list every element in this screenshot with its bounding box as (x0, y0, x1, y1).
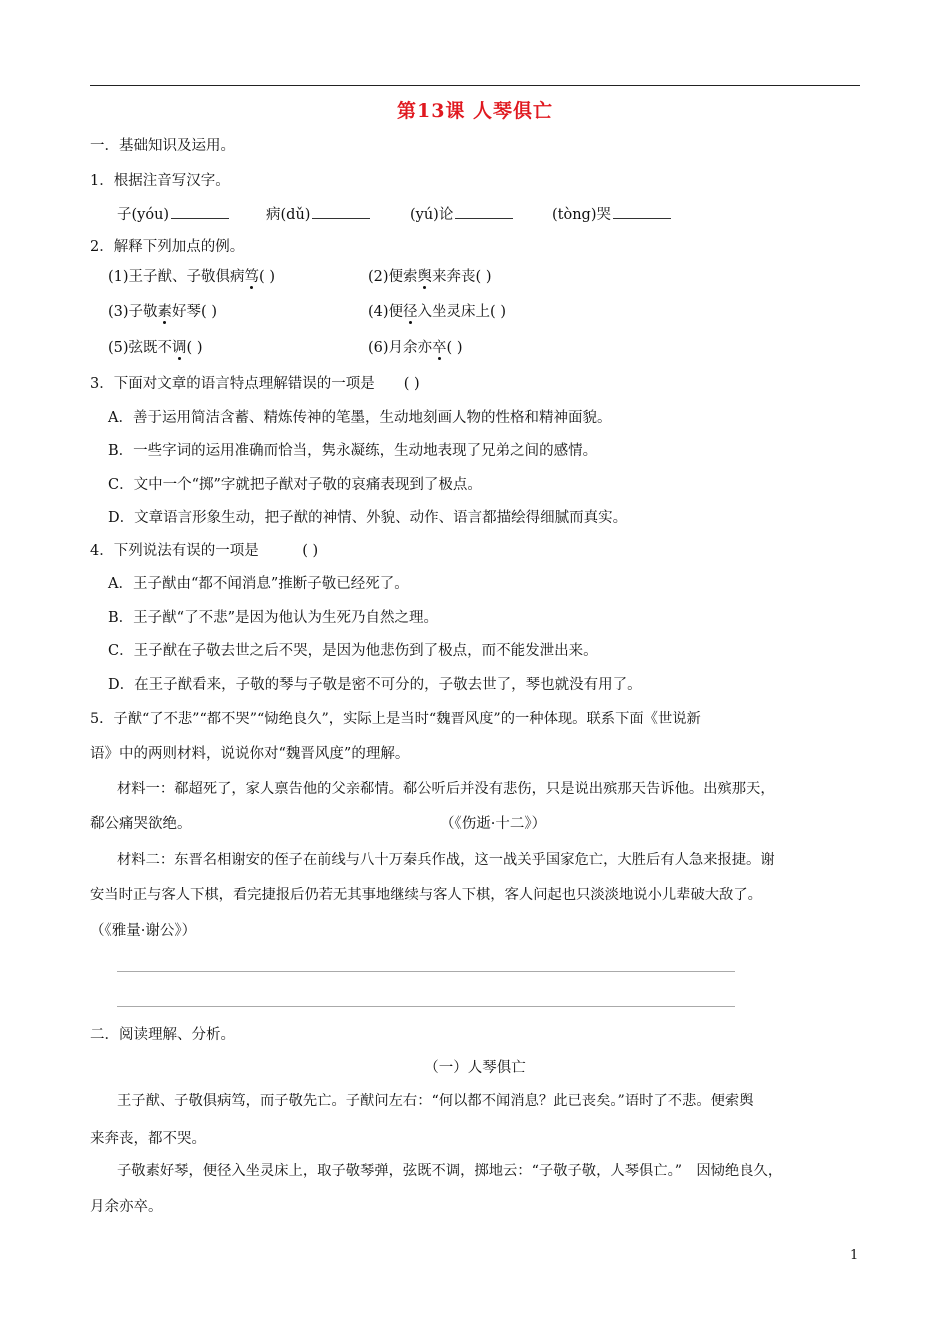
q2-text: (2)便索 (368, 269, 418, 285)
q2-text: (5)弦既不 (108, 340, 173, 356)
q1-item-1 (117, 204, 229, 225)
q1-item-4 (552, 204, 671, 225)
section2-heading: 二．阅读理解、分析。 (90, 1027, 235, 1043)
passage-title: （一）人琴俱亡 (424, 1060, 526, 1076)
q2-paren: ( ) (446, 340, 463, 356)
answer-blank[interactable] (455, 204, 513, 219)
answer-line[interactable] (117, 1006, 735, 1007)
q2-item-6 (368, 338, 462, 358)
q1-item-2 (266, 204, 370, 225)
q1-item-3 (410, 204, 513, 225)
q3-option-d: D．文章语言形象生动，把子猷的神情、外貌、动作、语言都描绘得细腻而真实。 (108, 510, 628, 526)
answer-blank[interactable] (613, 204, 671, 219)
passage-p2-line2: 月余亦卒。 (90, 1199, 163, 1215)
answer-blank[interactable] (171, 204, 229, 219)
q1-item-label: (tòng)哭 (552, 207, 611, 223)
material1-source: （《伤逝·十二》） (440, 816, 547, 832)
q2-item-2 (368, 267, 491, 287)
q1-item-label: (yú)论 (410, 207, 454, 223)
q1-stem: 1．根据注音写汉字。 (90, 173, 230, 189)
passage-p1-line2: 来奔丧，都不哭。 (90, 1131, 206, 1147)
q5-stem-line1: 5．子猷“了不悲”“都不哭”“恸绝良久”，实际上是当时“魏晋风度”的一种体现。联系下面《世说新 (90, 711, 701, 727)
q4-option-d: D．在王子猷看来，子敬的琴与子敬是密不可分的，子敬去世了，琴也就没有用了。 (108, 677, 642, 693)
q3-stem: 3．下面对文章的语言特点理解错误的一项是 ( ) (90, 376, 420, 392)
q2-text: (6)月余亦 (368, 340, 433, 356)
q2-item-4 (368, 302, 506, 322)
q3-option-a: A．善于运用简洁含蓄、精炼传神的笔墨，生动地刻画人物的性格和精神面貌。 (108, 410, 612, 426)
q3-option-c: C．文中一个“掷”字就把子猷对子敬的哀痛表现到了极点。 (108, 477, 482, 493)
section1-heading: 一．基础知识及运用。 (90, 138, 235, 154)
q5-stem-line2: 语》中的两则材料，说说你对“魏晋风度”的理解。 (90, 746, 410, 762)
q2-item-3 (108, 302, 217, 322)
lesson-title: 第13课 人琴俱亡 (396, 100, 554, 122)
q2-stem: 2．解释下列加点的例。 (90, 239, 245, 255)
page-number: 1 (850, 1248, 859, 1263)
material2-line1: 材料二：东晋名相谢安的侄子在前线与八十万秦兵作战，这一战关乎国家危亡，大胜后有人急来报捷。谢 (117, 852, 775, 868)
q4-option-a: A．王子猷由“都不闻消息”推断子敬已经死了。 (108, 576, 409, 592)
material1-line1: 材料一：郗超死了，家人禀告他的父亲郗情。郗公听后并没有悲伤，只是说出殡那天告诉他。出殡那天， (117, 781, 775, 797)
dotted-char: 素 (157, 304, 173, 320)
dotted-char: 径 (403, 304, 418, 320)
material2-source: （《雅量·谢公》） (90, 923, 197, 939)
q1-item-label: 病(dǔ) (266, 207, 311, 223)
q2-item-1 (108, 267, 275, 287)
q2-item-5 (108, 338, 202, 358)
q2-text: (1)王子猷、子敬俱病 (108, 269, 245, 285)
material2-line2: 安当时正与客人下棋，看完捷报后仍若无其事地继续与客人下棋，客人问起也只淡淡地说小儿辈破大敌了。 (90, 887, 762, 903)
passage-p1-line1: 王子猷、子敬俱病笃，而子敬先亡。子猷问左右：“何以都不闻消息？此已丧矣。”语时了不悲。便索舆 (117, 1093, 754, 1109)
header-rule (90, 85, 860, 86)
dotted-char: 舆 (417, 269, 433, 285)
answer-line[interactable] (117, 971, 735, 972)
q2-paren: 好琴( ) (172, 304, 217, 320)
q4-stem: 4．下列说法有误的一项是 ( ) (90, 543, 319, 559)
q2-paren: 来奔丧( ) (432, 269, 492, 285)
q2-paren: 入坐灵床上( ) (417, 304, 506, 320)
q4-option-c: C．王子猷在子敬去世之后不哭，是因为他悲伤到了极点，而不能发泄出来。 (108, 643, 598, 659)
q2-text: (4)便 (368, 304, 404, 320)
q2-paren: ( ) (259, 269, 275, 285)
passage-p2-line1: 子敬素好琴，便径入坐灵床上，取子敬琴弹，弦既不调，掷地云：“子敬子敬，人琴俱亡。” 因恸绝良久， (117, 1163, 783, 1179)
dotted-char: 笃 (244, 269, 260, 285)
q4-option-b: B．王子猷“了不悲”是因为他认为生死乃自然之理。 (108, 610, 438, 626)
q2-paren: ( ) (186, 340, 203, 356)
dotted-char: 调 (172, 340, 187, 356)
q2-text: (3)子敬 (108, 304, 158, 320)
material1-line2: 郗公痛哭欲绝。 (90, 816, 192, 832)
dotted-char: 卒 (432, 340, 447, 356)
answer-blank[interactable] (312, 204, 370, 219)
q3-option-b: B．一些字词的运用准确而恰当，隽永凝练，生动地表现了兄弟之间的感情。 (108, 443, 598, 459)
q1-item-label: 子(yóu) (117, 207, 170, 223)
